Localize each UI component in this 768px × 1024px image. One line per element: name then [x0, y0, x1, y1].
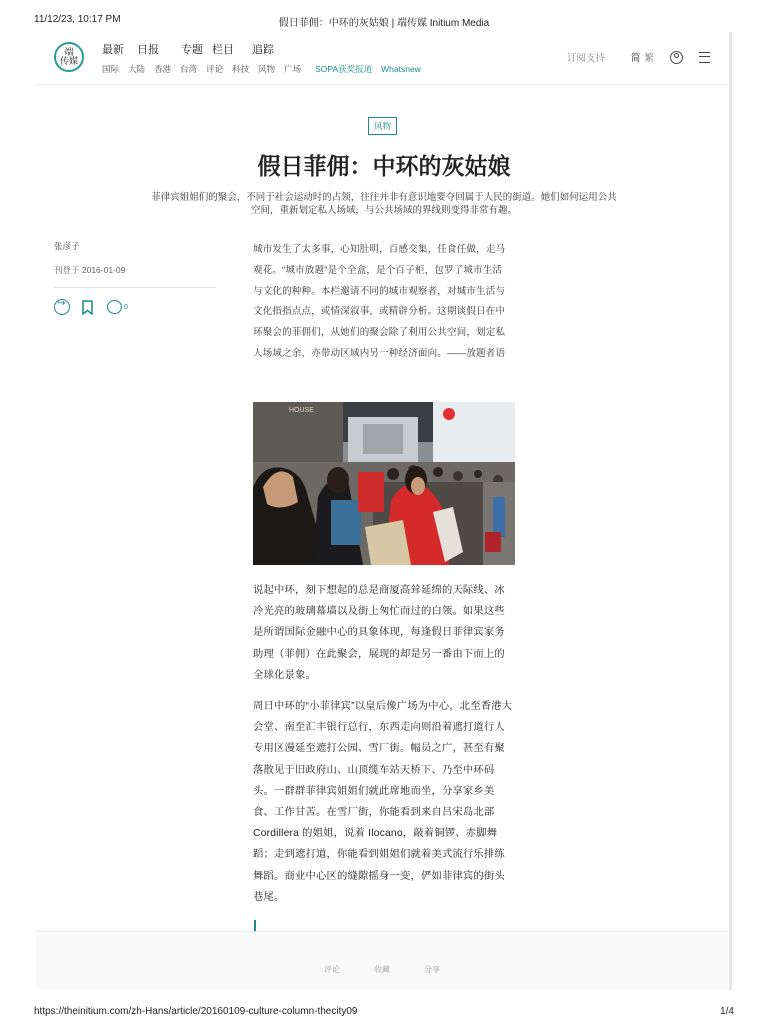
- nav-mainland[interactable]: 大陆: [128, 64, 146, 74]
- user-account-icon[interactable]: [670, 51, 683, 64]
- nav-square[interactable]: 广场: [284, 64, 302, 74]
- nav-international[interactable]: 国际: [102, 64, 120, 74]
- secondary-nav: [102, 63, 430, 75]
- photo-sign-text: HOUSE: [289, 407, 314, 414]
- publish-date: 刊登于 2016-01-09: [54, 265, 126, 275]
- bottom-bookmark-button[interactable]: 收藏: [374, 965, 390, 974]
- body-paragraph-1: 说起中环，刻下想起的总是商厦高耸延绵的天际线、冰冷光亮的玻璃幕墙以及街上匆忙而过的白领。如果这些是所谓国际金融中心的具象体现，每逢假日菲律宾家务助理（菲佣）在此聚会，展现的却是另一番由下而上的全球化景象。: [253, 585, 505, 681]
- street-crowd-photo: [253, 402, 515, 565]
- bottom-action-bar: [36, 931, 728, 990]
- nav-tracking[interactable]: 追踪: [252, 43, 274, 56]
- bottom-share-button[interactable]: 分享: [424, 965, 440, 974]
- article-headline: 假日菲佣：中环的灰姑娘: [257, 153, 511, 180]
- nav-tech[interactable]: 科技: [232, 64, 250, 74]
- article-photo: [253, 402, 515, 565]
- nav-culture[interactable]: 风物: [258, 64, 276, 74]
- top-navigation: [36, 32, 728, 85]
- print-url: https://theinitium.com/zh-Hans/article/20160109-culture-column-thecity09: [34, 1006, 358, 1017]
- bottom-actions: [36, 964, 728, 975]
- nav-whatsnew[interactable]: Whatsnew: [381, 64, 421, 74]
- bookmark-icon[interactable]: [82, 300, 93, 315]
- nav-topics[interactable]: 专题: [181, 43, 203, 56]
- nav-right-tools: [567, 50, 710, 64]
- page-number: 1/4: [720, 1006, 734, 1017]
- share-icon[interactable]: [54, 299, 70, 315]
- byline: [54, 240, 125, 276]
- body-paragraph-2: 周日中环的“小菲律宾”以皇后像广场为中心，北至香港大会堂、南至汇丰银行总行，东西走向则沿着遮打道行人专用区漫延至遮打公园、雪厂街。幅员之广，甚至有聚落散见于旧政府山、山顶缆车站天桥下、乃至中环码头。一群群菲律宾姐姐们就此席地而坐，分享家乡美食、工作甘苦。在雪厂街，你能看到来自吕宋岛北部 Cordillera 的姐姐，说着 Ilocano，敲着铜锣、赤脚舞蹈；走到遮打道，你能看到姐姐们就着美式流行乐排练舞蹈。商业中心区的缝隙摇身一变，俨如菲律宾的街头巷尾。: [253, 701, 513, 903]
- article-summary: 菲律宾姐姐们的聚会，不同于社会运动时的占领，往往并非有意识地要夺回属于人民的街道。她们如何运用公共空间，重新划定私人场域，与公共场域的界线则变得非常有趣。: [151, 192, 617, 216]
- lang-simplified[interactable]: 简: [630, 53, 641, 64]
- category-tag[interactable]: 风物: [368, 117, 397, 135]
- site-logo[interactable]: [54, 42, 84, 72]
- comment-count: 0: [124, 303, 128, 311]
- nav-daily[interactable]: 日报: [137, 43, 159, 56]
- primary-nav: [102, 41, 287, 57]
- article-actions: [54, 299, 128, 315]
- logo-text: 端 传媒: [59, 47, 78, 66]
- editor-intro: 城市发生了太多事，心知肚明，百感交集，任食任做，走马观花。“城市放题”是个全盒，是个百子柜，包罗了城市生活与文化的种种。本栏邀请不同的城市观察者，对城市生活与文化指指点点，或情深叙事，或精辟分析。这期谈假日在中环聚会的菲佣们，从她们的聚会除了利用公共空间，划定私人场域之余，亦带动区域内另一种经济面向。——放题者语: [253, 244, 506, 359]
- nav-hongkong[interactable]: 香港: [154, 64, 172, 74]
- bottom-comment-button[interactable]: 评论: [324, 965, 340, 974]
- author-name[interactable]: 张彦子: [54, 241, 80, 251]
- menu-hamburger-icon[interactable]: [699, 52, 710, 63]
- nav-columns[interactable]: 栏目: [212, 43, 234, 56]
- nav-latest[interactable]: 最新: [102, 43, 124, 56]
- nav-sopa[interactable]: SOPA获奖报道: [315, 64, 373, 74]
- print-datetime: 11/12/23, 10:17 PM: [34, 14, 121, 25]
- lang-traditional[interactable]: 繁: [644, 53, 654, 64]
- action-divider: [54, 287, 216, 288]
- subscribe-link[interactable]: 订阅支持: [566, 53, 605, 64]
- comment-icon[interactable]: [107, 300, 122, 314]
- nav-taiwan[interactable]: 台湾: [180, 64, 198, 74]
- nav-opinion[interactable]: 评论: [206, 64, 224, 74]
- print-page-title: 假日菲佣：中环的灰姑娘 | 端传媒 Initium Media: [278, 18, 490, 29]
